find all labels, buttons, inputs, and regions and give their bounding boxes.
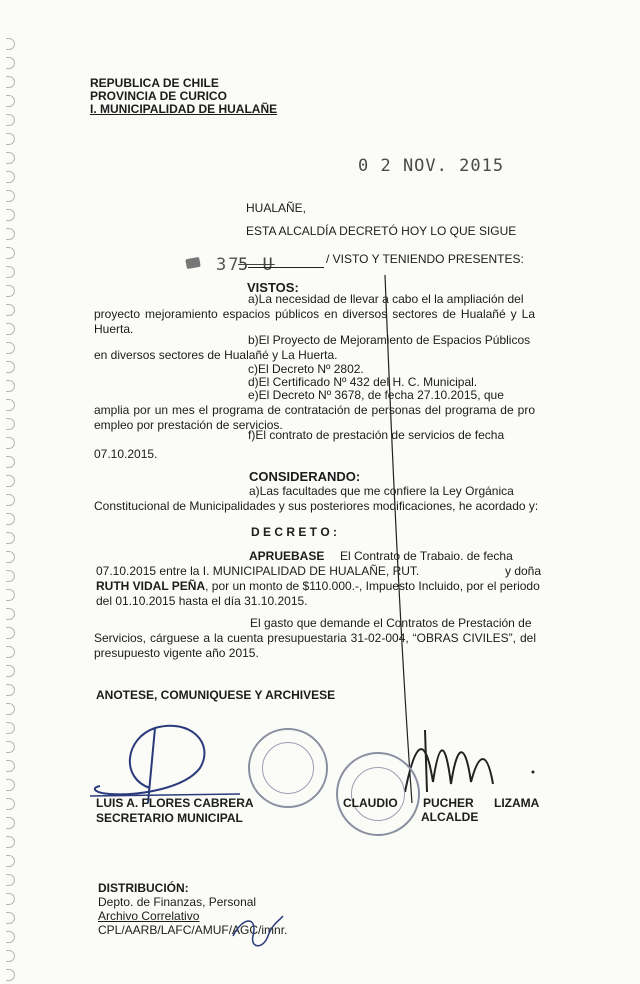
vistos-e-rest: amplia por un mes el programa de contratación de personas del programa de pro empleo por prestación de servicios. xyxy=(94,403,535,432)
binder-hole xyxy=(6,722,15,734)
binder-hole xyxy=(6,874,15,886)
binder-hole xyxy=(6,608,15,620)
secretary-name: LUIS A. FLORES CABRERA xyxy=(96,796,254,810)
binder-hole xyxy=(6,380,15,392)
binder-hole xyxy=(6,190,15,202)
binder-hole xyxy=(6,912,15,924)
binder-hole xyxy=(6,152,15,164)
binder-hole xyxy=(6,646,15,658)
apruebase-label: APRUEBASE xyxy=(249,549,325,563)
decreto-p1-line3: , por un monto de $110.000.-, Impuesto Incluido, por el periodo xyxy=(205,579,540,593)
distribucion-line1: Depto. de Finanzas, Personal xyxy=(98,895,257,909)
alcaldia-line: ESTA ALCALDÍA DECRETÓ HOY LO QUE SIGUE xyxy=(246,224,517,238)
binder-hole xyxy=(6,475,15,487)
considerando-a-first: a)Las facultades que me confiere la Ley Orgánica xyxy=(249,484,514,498)
binder-hole xyxy=(6,266,15,278)
binder-hole xyxy=(6,494,15,506)
binder-hole xyxy=(6,513,15,525)
redacted-rut xyxy=(455,564,505,577)
binder-hole xyxy=(6,969,15,981)
binder-hole xyxy=(6,893,15,905)
mayor-title: ALCALDE xyxy=(421,810,479,824)
decreto-p1-first: El Contrato de Trabaio. de fecha xyxy=(340,549,513,563)
binder-hole xyxy=(6,285,15,297)
binder-hole xyxy=(6,247,15,259)
binder-hole xyxy=(6,209,15,221)
mayor-name-second: PUCHER xyxy=(423,796,474,810)
vistos-c: c)El Decreto Nº 2802. xyxy=(248,362,364,376)
distribucion-line3: CPL/AARB/LAFC/AMUF/AGC/imnr. xyxy=(98,923,288,937)
vistos-b-first: b)El Proyecto de Mejoramiento de Espacios Públicos xyxy=(248,333,531,347)
binder-hole xyxy=(6,342,15,354)
binder-holes xyxy=(0,0,20,984)
binder-hole xyxy=(6,798,15,810)
decreto-p1-line2b: y doña xyxy=(505,564,542,578)
binder-hole xyxy=(6,551,15,563)
binder-hole xyxy=(6,627,15,639)
binder-hole xyxy=(6,57,15,69)
secretary-title: SECRETARIO MUNICIPAL xyxy=(96,811,243,825)
binder-hole xyxy=(6,532,15,544)
worker-name: RUTH VIDAL PEÑA xyxy=(96,579,206,593)
decreto-p2-first: El gasto que demande el Contratos de Prestación de xyxy=(250,616,532,630)
binder-hole xyxy=(6,570,15,582)
binder-hole xyxy=(6,38,15,50)
distribucion-heading: DISTRIBUCIÓN: xyxy=(98,881,189,895)
binder-hole xyxy=(6,437,15,449)
binder-hole xyxy=(6,95,15,107)
decreto-p1-line4: del 01.10.2015 hasta el día 31.10.2015. xyxy=(96,594,308,608)
binder-hole xyxy=(6,228,15,240)
binder-hole xyxy=(6,855,15,867)
secretary-seal xyxy=(248,728,328,808)
binder-hole xyxy=(6,76,15,88)
vistos-f-first: f)El contrato de prestación de servicios de fecha xyxy=(248,428,505,442)
binder-hole xyxy=(6,836,15,848)
considerando-a-rest: Constitucional de Municipalidades y sus posteriores modificaciones, he acordado y: xyxy=(94,499,539,513)
initials-scribble xyxy=(228,906,288,956)
binder-hole xyxy=(6,703,15,715)
binder-hole xyxy=(6,950,15,962)
decreto-p2-rest: Servicios, cárguese a la cuenta presupuestaria 31-02-004, “OBRAS CIVILES”, del presupuesto vigente año 2015. xyxy=(94,631,536,660)
decreto-p1-line2a: 07.10.2015 entre la I. MUNICIPALIDAD DE HUALAÑE, RUT. xyxy=(96,564,420,578)
mayor-name-third: LIZAMA xyxy=(494,796,540,810)
place-line: HUALAÑE, xyxy=(246,201,307,215)
binder-hole xyxy=(6,741,15,753)
binder-hole xyxy=(6,779,15,791)
header-municipality: I. MUNICIPALIDAD DE HUALAÑE xyxy=(90,102,278,116)
binder-hole xyxy=(6,817,15,829)
header-republic: REPUBLICA DE CHILE xyxy=(90,76,219,90)
closing-line: ANOTESE, COMUNIQUESE Y ARCHIVESE xyxy=(96,688,336,702)
vistos-f-rest: 07.10.2015. xyxy=(94,447,158,461)
binder-hole xyxy=(6,304,15,316)
number-underline xyxy=(248,267,324,268)
decree-number-struck: 5 U xyxy=(238,255,275,275)
binder-hole xyxy=(6,171,15,183)
binder-hole xyxy=(6,760,15,772)
binder-hole xyxy=(6,589,15,601)
vistos-a-first: a)La necesidad de llevar a cabo el la ampliación del xyxy=(248,292,524,306)
binder-hole xyxy=(6,133,15,145)
vistos-e-first: e)El Decreto Nº 3678, de fecha 27.10.2015, que xyxy=(248,388,504,402)
binder-hole xyxy=(6,684,15,696)
vistos-b-rest: en diversos sectores de Hualañé y La Huerta. xyxy=(94,348,338,362)
binder-hole xyxy=(6,418,15,430)
vistos-a-rest: proyecto mejoramiento espacios públicos en diversos sectores de Hualañé y La Huerta. xyxy=(94,307,535,336)
binder-hole xyxy=(6,931,15,943)
binder-hole xyxy=(6,456,15,468)
vistos-d: d)El Certificado Nº 432 del H. C. Municipal. xyxy=(248,375,478,389)
stamp-mark xyxy=(185,257,201,269)
decree-number: 37 xyxy=(216,255,241,275)
visto-line: / VISTO Y TENIENDO PRESENTES: xyxy=(326,252,524,266)
header-province: PROVINCIA DE CURICO xyxy=(90,89,227,103)
binder-hole xyxy=(6,114,15,126)
binder-hole xyxy=(6,323,15,335)
mayor-name-first: CLAUDIO xyxy=(343,796,398,810)
considerando-heading: CONSIDERANDO: xyxy=(249,469,361,484)
binder-hole xyxy=(6,361,15,373)
secretary-signature xyxy=(80,708,250,808)
vistos-heading: VISTOS: xyxy=(247,280,299,295)
binder-hole xyxy=(6,399,15,411)
distribucion-line2: Archivo Correlativo xyxy=(98,909,200,923)
date-stamp: 0 2 NOV. 2015 xyxy=(358,156,505,176)
mayor-seal xyxy=(336,752,420,836)
binder-hole xyxy=(6,665,15,677)
decreto-heading: D E C R E T O : xyxy=(251,525,338,539)
